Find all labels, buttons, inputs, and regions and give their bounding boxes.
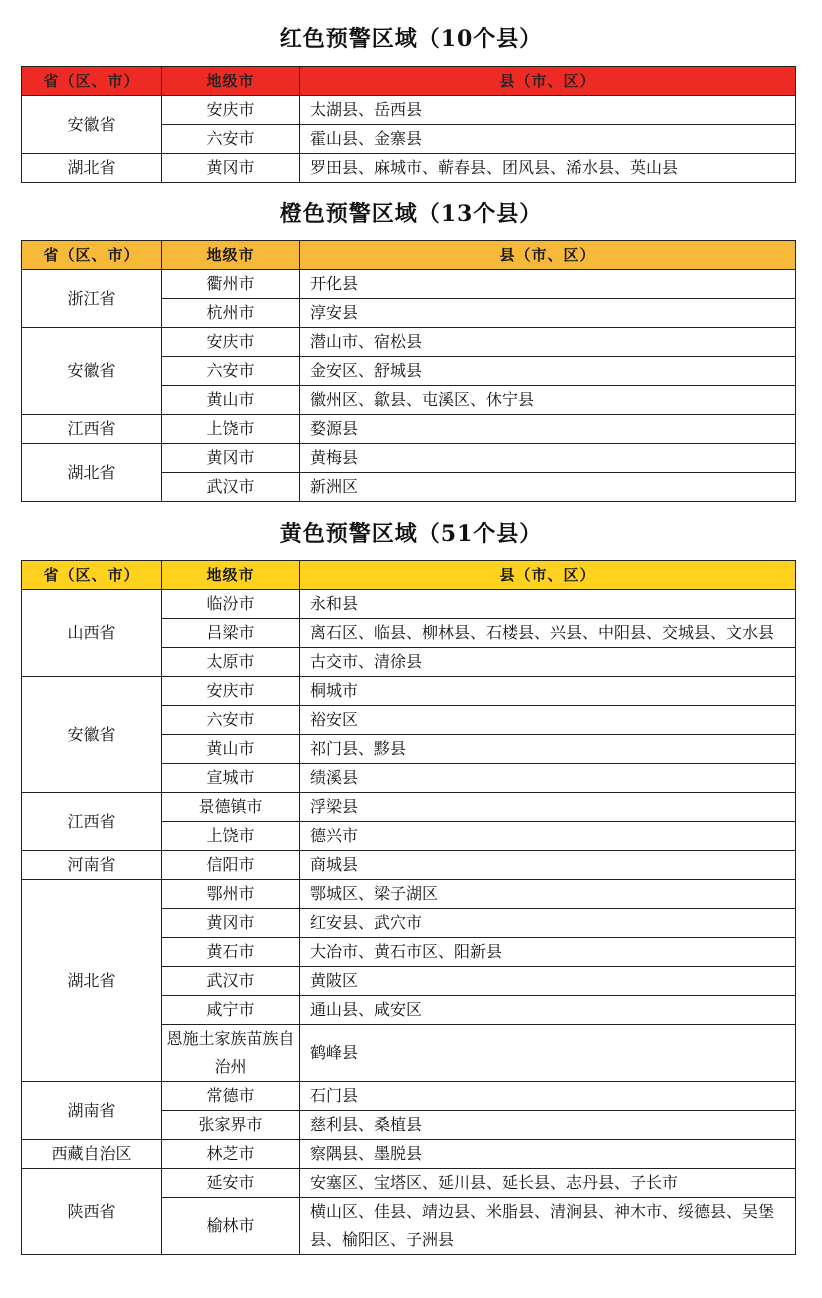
county-cell: 婺源县	[300, 415, 796, 444]
table-row	[22, 880, 796, 909]
province-cell: 山西省	[22, 590, 162, 677]
city-cell: 武汉市	[162, 473, 300, 502]
city-cell: 安庆市	[162, 328, 300, 357]
province-cell: 湖南省	[22, 1082, 162, 1140]
header-city: 地级市	[162, 241, 300, 270]
orange-section-title: 橙色预警区域（13个县）	[279, 201, 543, 227]
county-cell: 罗田县、麻城市、蕲春县、团风县、浠水县、英山县	[300, 154, 796, 183]
province-cell: 浙江省	[22, 270, 162, 328]
city-cell: 宣城市	[162, 764, 300, 793]
city-cell: 上饶市	[162, 822, 300, 851]
city-cell: 景德镇市	[162, 793, 300, 822]
county-cell: 淳安县	[300, 299, 796, 328]
county-cell: 鄂城区、梁子湖区	[300, 880, 796, 909]
province-cell: 安徽省	[22, 677, 162, 793]
city-cell: 临汾市	[162, 590, 300, 619]
city-cell: 黄冈市	[162, 909, 300, 938]
county-cell: 永和县	[300, 590, 796, 619]
table-row	[22, 851, 796, 880]
city-cell: 林芝市	[162, 1140, 300, 1169]
county-cell: 德兴市	[300, 822, 796, 851]
header-county: 县（市、区）	[300, 67, 796, 96]
table-row	[22, 415, 796, 444]
yellow-section-title: 黄色预警区域（51个县）	[279, 521, 543, 547]
city-cell: 黄冈市	[162, 444, 300, 473]
county-cell: 太湖县、岳西县	[300, 96, 796, 125]
county-cell: 通山县、咸安区	[300, 996, 796, 1025]
province-cell: 安徽省	[22, 96, 162, 154]
city-cell: 安庆市	[162, 96, 300, 125]
province-cell: 江西省	[22, 793, 162, 851]
header-city: 地级市	[162, 561, 300, 590]
yellow-warning-table	[21, 560, 796, 1255]
county-cell: 浮梁县	[300, 793, 796, 822]
county-cell: 桐城市	[300, 677, 796, 706]
county-cell: 金安区、舒城县	[300, 357, 796, 386]
county-cell: 大冶市、黄石市区、阳新县	[300, 938, 796, 967]
province-cell: 湖北省	[22, 880, 162, 1082]
county-cell: 黄陂区	[300, 967, 796, 996]
table-row	[22, 677, 796, 706]
header-province: 省（区、市）	[22, 241, 162, 270]
county-cell: 察隅县、墨脱县	[300, 1140, 796, 1169]
city-cell: 安庆市	[162, 677, 300, 706]
city-cell: 吕梁市	[162, 619, 300, 648]
county-cell: 商城县	[300, 851, 796, 880]
province-cell: 江西省	[22, 415, 162, 444]
province-cell: 河南省	[22, 851, 162, 880]
table-row	[22, 1169, 796, 1198]
table-row	[22, 590, 796, 619]
province-cell: 安徽省	[22, 328, 162, 415]
header-county: 县（市、区）	[300, 561, 796, 590]
city-cell: 榆林市	[162, 1198, 300, 1255]
province-cell: 湖北省	[22, 444, 162, 502]
table-row	[22, 328, 796, 357]
county-cell: 横山区、佳县、靖边县、米脂县、清涧县、神木市、绥德县、吴堡县、榆阳区、子洲县	[300, 1198, 796, 1255]
city-cell: 衢州市	[162, 270, 300, 299]
table-row	[22, 1140, 796, 1169]
city-cell: 咸宁市	[162, 996, 300, 1025]
city-cell: 信阳市	[162, 851, 300, 880]
city-cell: 六安市	[162, 125, 300, 154]
red-section-title: 红色预警区域（10个县）	[279, 26, 543, 52]
county-cell: 古交市、清徐县	[300, 648, 796, 677]
city-cell: 鄂州市	[162, 880, 300, 909]
header-county: 县（市、区）	[300, 241, 796, 270]
province-cell: 陕西省	[22, 1169, 162, 1255]
table-row	[22, 1082, 796, 1111]
table-row	[22, 154, 796, 183]
city-cell: 黄山市	[162, 386, 300, 415]
city-cell: 六安市	[162, 706, 300, 735]
city-cell: 延安市	[162, 1169, 300, 1198]
county-cell: 慈利县、桑植县	[300, 1111, 796, 1140]
city-cell: 六安市	[162, 357, 300, 386]
header-row	[22, 561, 796, 590]
header-province: 省（区、市）	[22, 67, 162, 96]
orange-warning-table	[21, 240, 796, 502]
county-cell: 潜山市、宿松县	[300, 328, 796, 357]
table-row	[22, 793, 796, 822]
header-row	[22, 67, 796, 96]
county-cell: 霍山县、金寨县	[300, 125, 796, 154]
county-cell: 祁门县、黟县	[300, 735, 796, 764]
city-cell: 恩施土家族苗族自治州	[162, 1025, 300, 1082]
city-cell: 张家界市	[162, 1111, 300, 1140]
city-cell: 太原市	[162, 648, 300, 677]
city-cell: 上饶市	[162, 415, 300, 444]
city-cell: 杭州市	[162, 299, 300, 328]
county-cell: 红安县、武穴市	[300, 909, 796, 938]
province-cell: 湖北省	[22, 154, 162, 183]
city-cell: 武汉市	[162, 967, 300, 996]
province-cell: 西藏自治区	[22, 1140, 162, 1169]
header-row	[22, 241, 796, 270]
table-row	[22, 444, 796, 473]
county-cell: 裕安区	[300, 706, 796, 735]
red-warning-table	[21, 66, 796, 183]
header-city: 地级市	[162, 67, 300, 96]
county-cell: 鹤峰县	[300, 1025, 796, 1082]
county-cell: 徽州区、歙县、屯溪区、休宁县	[300, 386, 796, 415]
city-cell: 黄石市	[162, 938, 300, 967]
county-cell: 离石区、临县、柳林县、石楼县、兴县、中阳县、交城县、文水县	[300, 619, 796, 648]
county-cell: 黄梅县	[300, 444, 796, 473]
table-row	[22, 270, 796, 299]
table-row	[22, 96, 796, 125]
header-province: 省（区、市）	[22, 561, 162, 590]
county-cell: 开化县	[300, 270, 796, 299]
city-cell: 黄冈市	[162, 154, 300, 183]
county-cell: 安塞区、宝塔区、延川县、延长县、志丹县、子长市	[300, 1169, 796, 1198]
county-cell: 绩溪县	[300, 764, 796, 793]
city-cell: 黄山市	[162, 735, 300, 764]
city-cell: 常德市	[162, 1082, 300, 1111]
county-cell: 新洲区	[300, 473, 796, 502]
county-cell: 石门县	[300, 1082, 796, 1111]
